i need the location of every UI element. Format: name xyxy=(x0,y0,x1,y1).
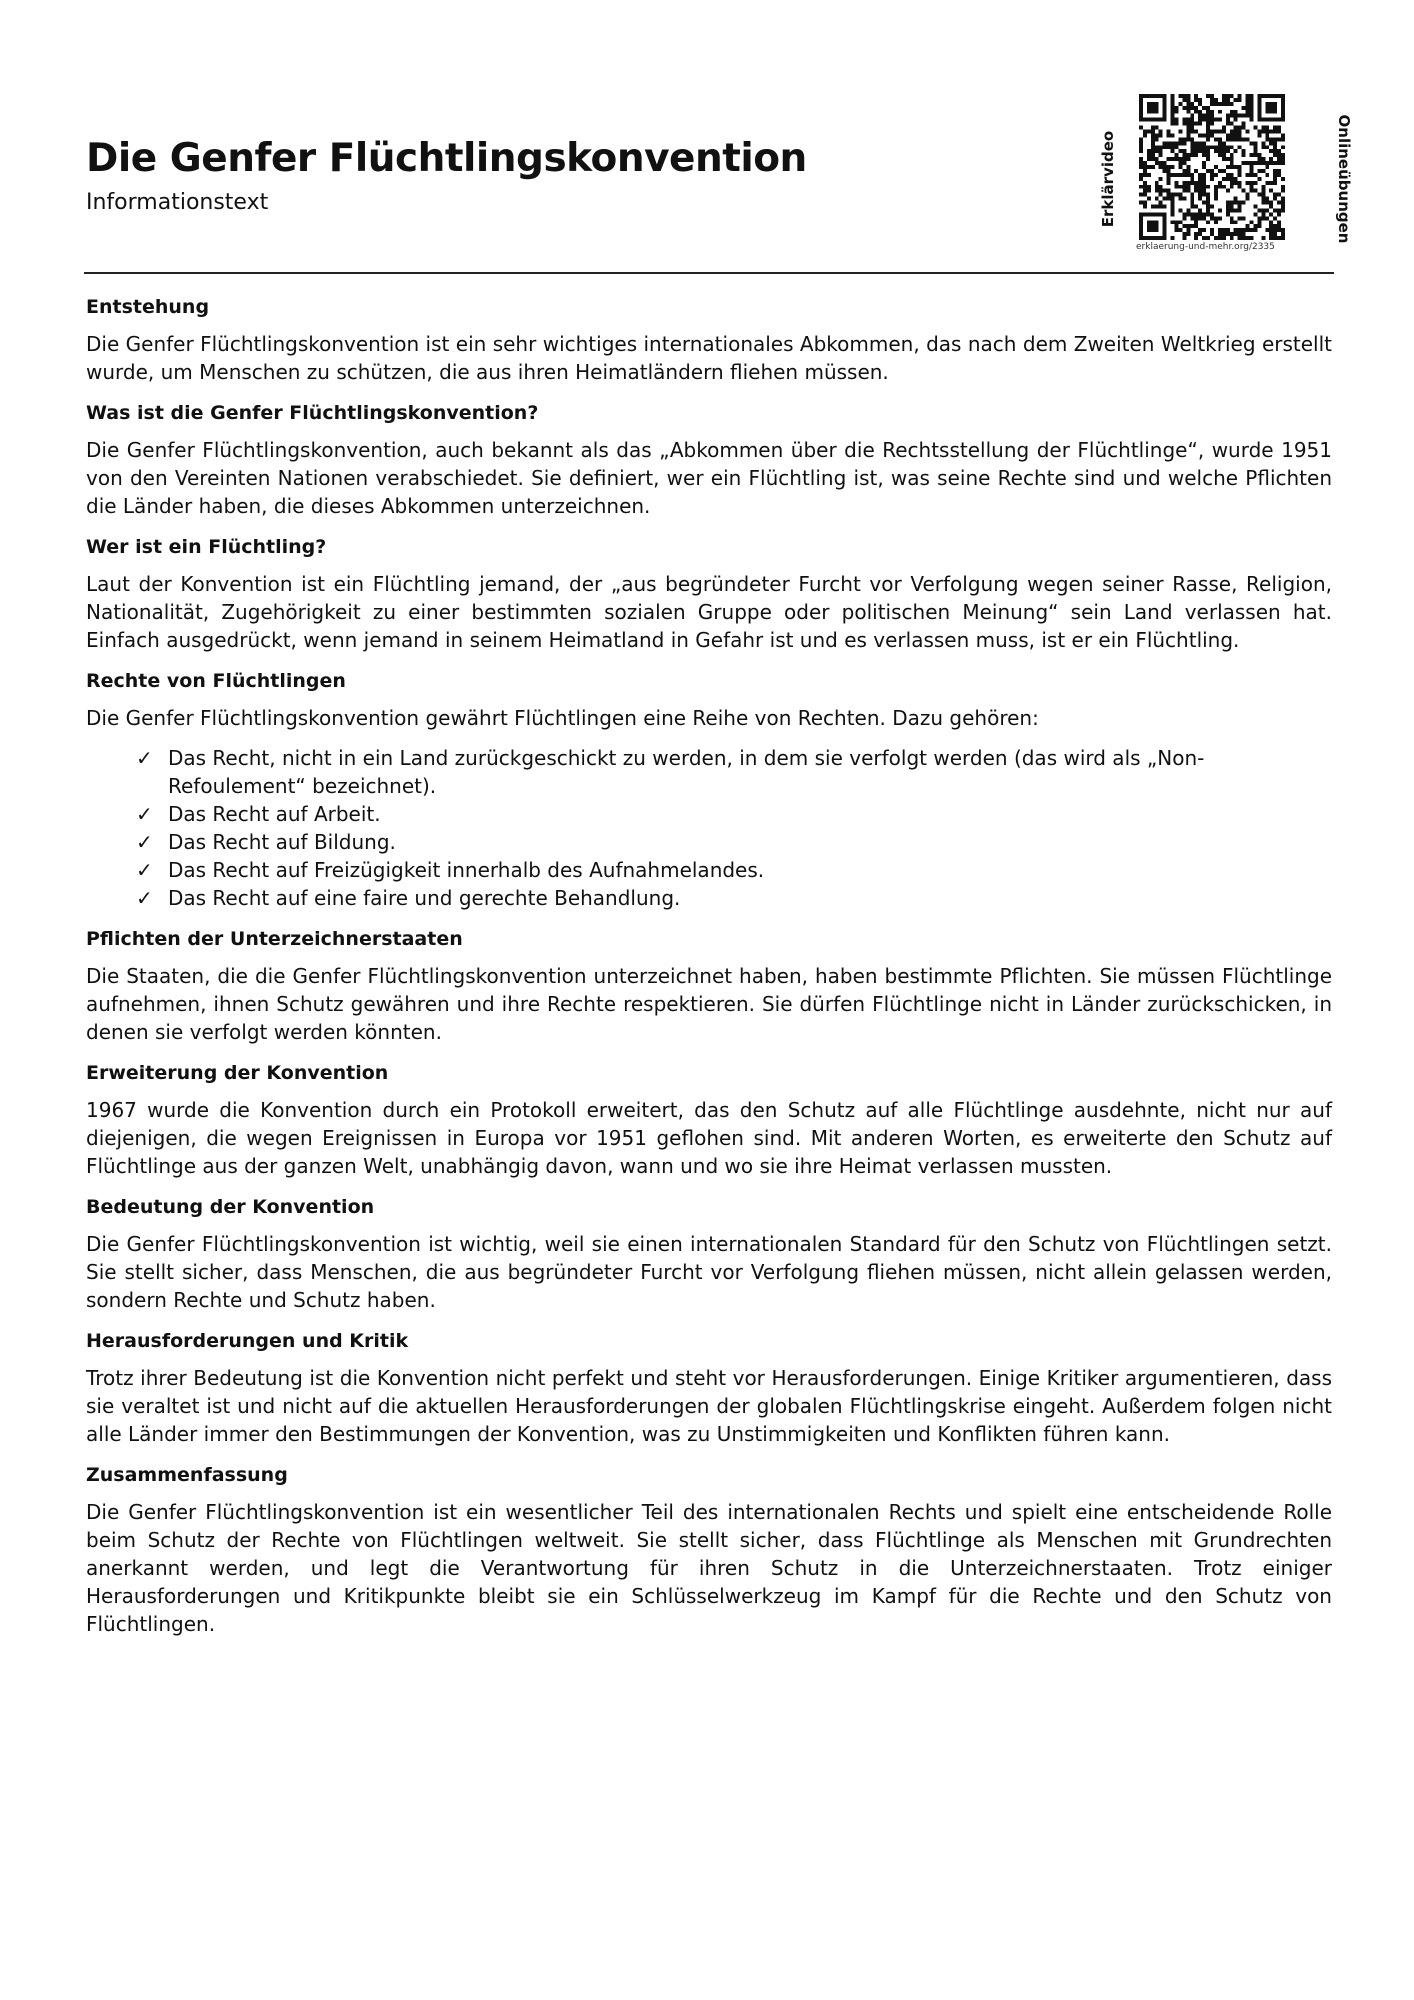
list-item xyxy=(136,884,1332,912)
section-paragraph: Die Genfer Flüchtlingskonvention ist wichtig, weil sie einen internationalen Standard für den Schutz von Flüchtlingen setzt. Sie stellt sicher, dass Menschen, die aus begründeter Furcht vor Verfolgung fliehen müssen, nicht allein gelassen werden, sondern Rechte und Schutz haben. xyxy=(86,1232,1332,1312)
page-title: Die Genfer Flüchtlingskonvention xyxy=(86,136,807,181)
qr-code-icon[interactable] xyxy=(1138,94,1286,240)
list-item-text: Das Recht, nicht in ein Land zurückgeschickt zu werden, in dem sie verfolgt werden (das wird als „Non-Refoulement“ bezeichnet). xyxy=(168,746,1205,798)
section-paragraph: Trotz ihrer Bedeutung ist die Konvention nicht perfekt und steht vor Herausforderungen. Einige Kritiker argumentieren, dass sie veraltet ist und nicht auf die aktuellen Herausforderungen der globalen Flüchtlingskrise eingeht. Außerdem folgen nicht alle Länder immer den Bestimmungen der Konvention, was zu Unstimmigkeiten und Konflikten führen kann. xyxy=(86,1366,1332,1446)
rights-list xyxy=(86,744,1332,912)
section-heading: Zusammenfassung xyxy=(86,1464,288,1486)
list-item xyxy=(136,800,1332,828)
article-body xyxy=(86,296,1332,1654)
section-heading: Herausforderungen und Kritik xyxy=(86,1330,409,1352)
section-paragraph: Die Staaten, die die Genfer Flüchtlingskonvention unterzeichnet haben, haben bestimmte Pflichten. Sie müssen Flüchtlinge aufnehmen, ihnen Schutz gewähren und ihre Rechte respektieren. Sie dürfen Flüchtlinge nicht in Länder zurückschicken, in denen sie verfolgt werden könnten. xyxy=(86,964,1332,1044)
list-item xyxy=(136,828,1332,856)
qr-label-video: Erklärvideo xyxy=(1099,130,1117,228)
checkmark-icon: ✓ xyxy=(136,858,153,882)
section-heading: Rechte von Flüchtlingen xyxy=(86,670,346,692)
section-heading: Erweiterung der Konvention xyxy=(86,1062,389,1084)
list-item xyxy=(136,744,1332,800)
list-item-text: Das Recht auf Bildung. xyxy=(168,830,396,854)
section-paragraph: 1967 wurde die Konvention durch ein Protokoll erweitert, das den Schutz auf alle Flüchtlinge ausdehnte, nicht nur auf diejenigen, die wegen Ereignissen in Europa vor 1951 geflohen sind. Mit anderen Worten, es erweiterte den Schutz auf Flüchtlinge aus der ganzen Welt, unabhängig davon, wann und wo sie ihre Heimat verlassen mussten. xyxy=(86,1098,1332,1178)
section-heading: Bedeutung der Konvention xyxy=(86,1196,375,1218)
section-heading: Entstehung xyxy=(86,296,210,318)
qr-url[interactable]: erklaerung-und-mehr.org/2335 xyxy=(1136,242,1275,252)
header-divider xyxy=(84,272,1334,274)
qr-code-block[interactable] xyxy=(1099,92,1353,262)
checkmark-icon: ✓ xyxy=(136,830,153,854)
list-item-text: Das Recht auf eine faire und gerechte Behandlung. xyxy=(168,886,681,910)
section-paragraph: Die Genfer Flüchtlingskonvention ist ein wesentlicher Teil des internationalen Rechts und spielt eine entscheidende Rolle beim Schutz der Rechte von Flüchtlingen weltweit. Sie stellt sicher, dass Flüchtlinge als Menschen mit Grundrechten anerkannt werden, und legt die Verantwortung für ihren Schutz in die Unterzeichnerstaaten. Trotz einiger Herausforderungen und Kritikpunkte bleibt sie ein Schlüsselwerkzeug im Kampf für die Rechte und den Schutz von Flüchtlingen. xyxy=(86,1500,1332,1636)
section-paragraph: Laut der Konvention ist ein Flüchtling jemand, der „aus begründeter Furcht vor Verfolgung wegen seiner Rasse, Religion, Nationalität, Zugehörigkeit zu einer bestimmten sozialen Gruppe oder politischen Meinung“ sein Land verlassen hat. Einfach ausgedrückt, wenn jemand in seinem Heimatland in Gefahr ist und es verlassen muss, ist er ein Flüchtling. xyxy=(86,572,1332,652)
qr-label-exercises: Onlineübungen xyxy=(1335,114,1353,244)
list-item-text: Das Recht auf Freizügigkeit innerhalb des Aufnahmelandes. xyxy=(168,858,765,882)
section-heading: Was ist die Genfer Flüchtlingskonvention? xyxy=(86,402,539,424)
page-subtitle: Informationstext xyxy=(86,190,269,215)
checkmark-icon: ✓ xyxy=(136,746,153,770)
section-paragraph: Die Genfer Flüchtlingskonvention ist ein sehr wichtiges internationales Abkommen, das nach dem Zweiten Weltkrieg erstellt wurde, um Menschen zu schützen, die aus ihren Heimatländern fliehen müssen. xyxy=(86,332,1332,384)
section-paragraph: Die Genfer Flüchtlingskonvention, auch bekannt als das „Abkommen über die Rechtsstellung der Flüchtlinge“, wurde 1951 von den Vereinten Nationen verabschiedet. Sie definiert, wer ein Flüchtling ist, was seine Rechte sind und welche Pflichten die Länder haben, die dieses Abkommen unterzeichnen. xyxy=(86,438,1332,518)
checkmark-icon: ✓ xyxy=(136,802,153,826)
list-item xyxy=(136,856,1332,884)
section-heading: Wer ist ein Flüchtling? xyxy=(86,536,327,558)
checkmark-icon: ✓ xyxy=(136,886,153,910)
section-paragraph: Die Genfer Flüchtlingskonvention gewährt Flüchtlingen eine Reihe von Rechten. Dazu gehören: xyxy=(86,706,1039,730)
section-heading: Pflichten der Unterzeichnerstaaten xyxy=(86,928,463,950)
list-item-text: Das Recht auf Arbeit. xyxy=(168,802,381,826)
